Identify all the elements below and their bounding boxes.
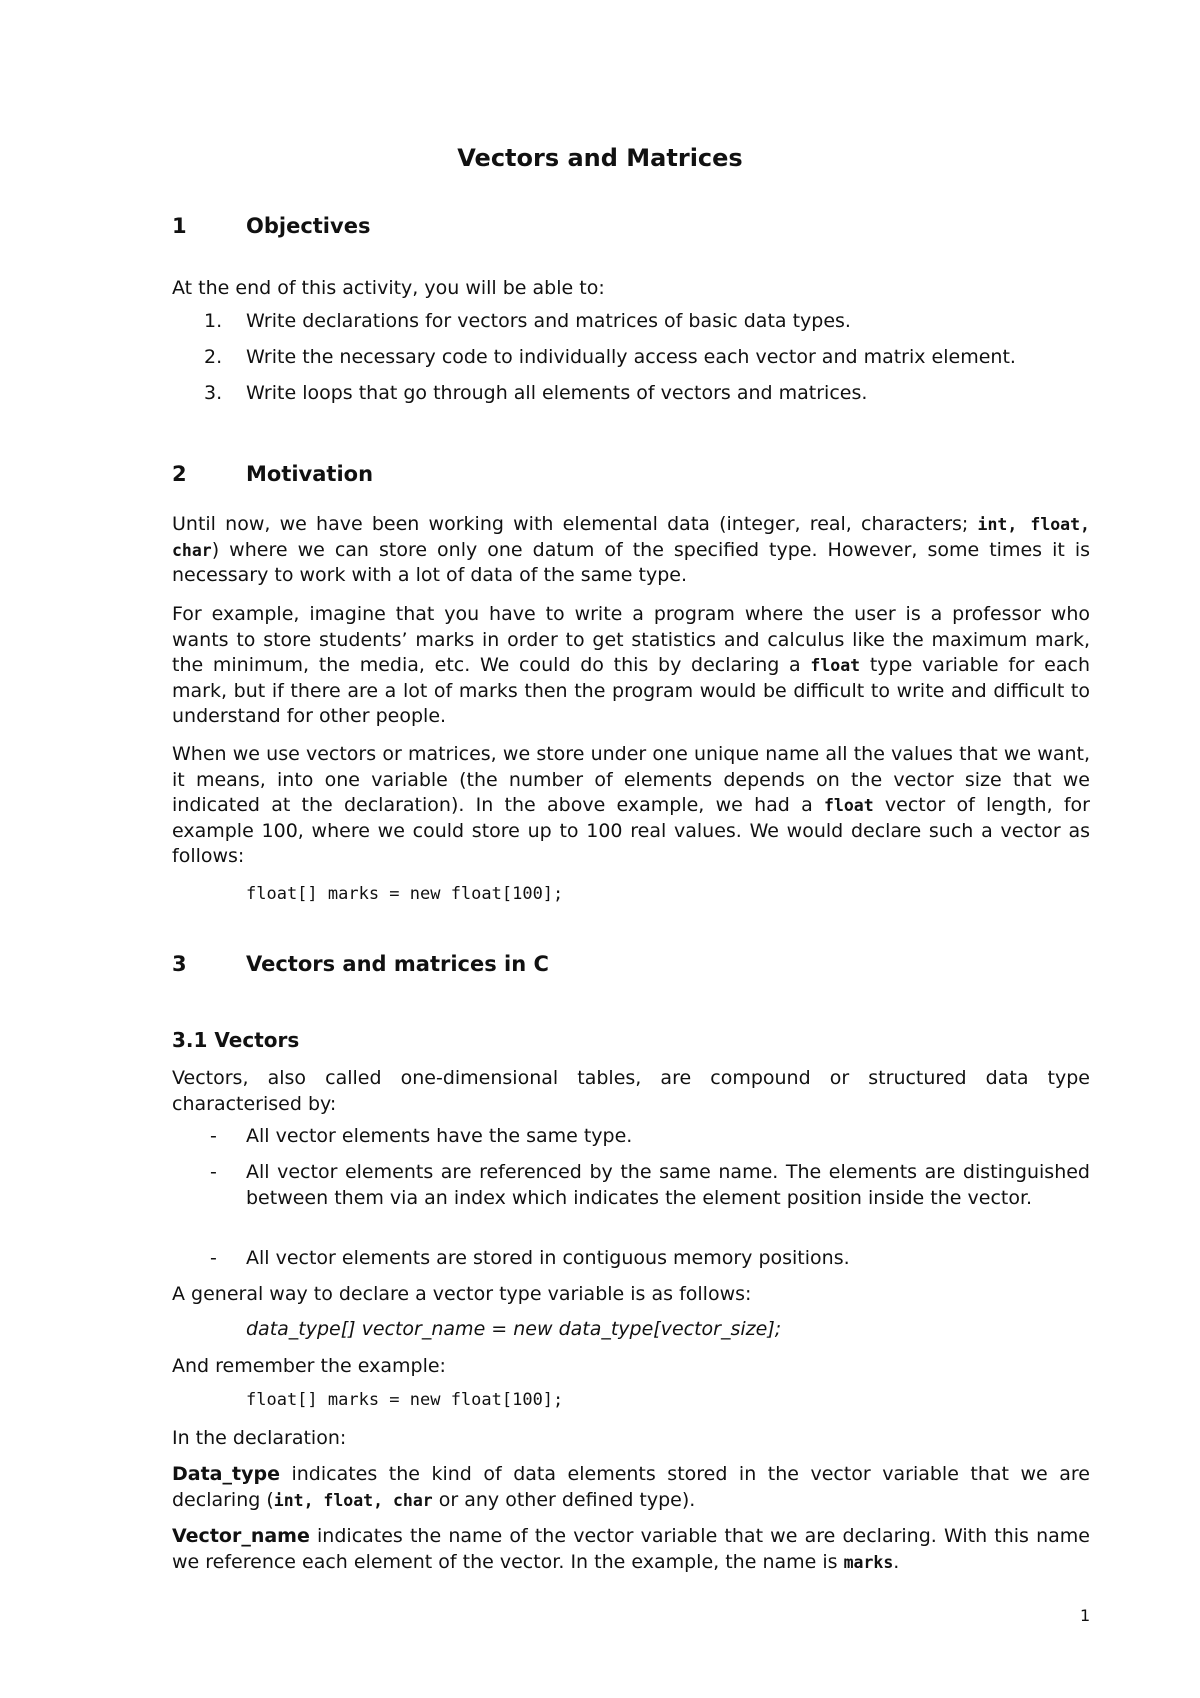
- list-marker: 2.: [204, 346, 223, 368]
- paragraph: Until now, we have been working with elemental data (integer, real, characters; int, float, char) where we can store only one datum of the specified type. However, some times it is necessary to work with a lot of data of the same type.: [172, 513, 1090, 586]
- bullet-item: - All vector elements are referenced by the same name. The elements are distinguished between them via an index which indicates the element position inside the vector.: [210, 1161, 1090, 1209]
- paragraph: And remember the example:: [172, 1355, 446, 1377]
- section-1-heading: [172, 214, 370, 238]
- bullet-item: - All vector elements have the same type.: [210, 1124, 1090, 1150]
- subsection-heading: 3.1 Vectors: [172, 1028, 300, 1052]
- definition-data-type: Data_type indicates the kind of data elements stored in the vector variable that we are declaring (int, float, char or any other defined type).: [172, 1463, 1090, 1511]
- list-marker: 1.: [204, 310, 223, 332]
- bullet-marker: -: [210, 1125, 217, 1147]
- paragraph: In the declaration:: [172, 1427, 347, 1449]
- term: Data_type: [172, 1463, 280, 1485]
- inline-code: int, float, char: [273, 1490, 433, 1510]
- term: Vector_name: [172, 1525, 310, 1547]
- bullet-item: - All vector elements are stored in contiguous memory positions.: [210, 1246, 1090, 1272]
- section-number: 1: [172, 214, 187, 238]
- code-example: float[] marks = new float[100];: [246, 884, 564, 904]
- list-text: Write declarations for vectors and matrices of basic data types.: [246, 310, 851, 332]
- section-title: Objectives: [246, 214, 371, 238]
- section-number: 2: [172, 462, 187, 486]
- section-number: 3: [172, 952, 187, 976]
- document-title: Vectors and Matrices: [457, 144, 743, 172]
- bullet-marker: -: [210, 1161, 217, 1183]
- code-example: float[] marks = new float[100];: [246, 1390, 564, 1410]
- page-number: 1: [1080, 1606, 1091, 1625]
- section-2-heading: [172, 462, 373, 486]
- section-3-heading: [172, 952, 549, 976]
- inline-code: float: [810, 656, 861, 675]
- paragraph: A general way to declare a vector type variable is as follows:: [172, 1283, 752, 1305]
- paragraph: For example, imagine that you have to write a program where the user is a professor who wants to store students’ marks in order to get statistics and calculus like the maximum mark, the minimum, the media, etc. We could do this by declaring a float type variable for each mark, but if there are a lot of marks then the program would be difficult to write and difficult to understand for other people.: [172, 603, 1090, 727]
- bullet-marker: -: [210, 1247, 217, 1269]
- list-text: Write the necessary code to individually access each vector and matrix element.: [246, 346, 1016, 368]
- list-text: Write loops that go through all elements of vectors and matrices.: [246, 382, 868, 404]
- list-item: [204, 346, 1084, 368]
- definition-vector-name: Vector_name indicates the name of the vector variable that we are declaring. With this name we reference each element of the vector. In the example, the name is marks.: [172, 1525, 1090, 1573]
- inline-code: marks: [843, 1552, 894, 1572]
- inline-code: float: [823, 796, 874, 815]
- objectives-intro: At the end of this activity, you will be able to:: [172, 277, 605, 299]
- syntax-line: data_type[] vector_name = new data_type[vector_size];: [246, 1318, 782, 1340]
- paragraph: When we use vectors or matrices, we store under one unique name all the values that we want, it means, into one variable (the number of elements depends on the vector size that we indicated at the declaration). In the above example, we had a float vector of length, for example 100, where we could store up to 100 real values. We would declare such a vector as follows:: [172, 743, 1090, 867]
- list-item: [204, 382, 1084, 404]
- section-title: Motivation: [246, 462, 374, 486]
- paragraph: Vectors, also called one-dimensional tables, are compound or structured data type characterised by:: [172, 1067, 1090, 1115]
- list-item: [204, 310, 1084, 332]
- list-marker: 3.: [204, 382, 223, 404]
- section-title: Vectors and matrices in C: [246, 952, 549, 976]
- inline-code: int, float, char: [172, 515, 1090, 560]
